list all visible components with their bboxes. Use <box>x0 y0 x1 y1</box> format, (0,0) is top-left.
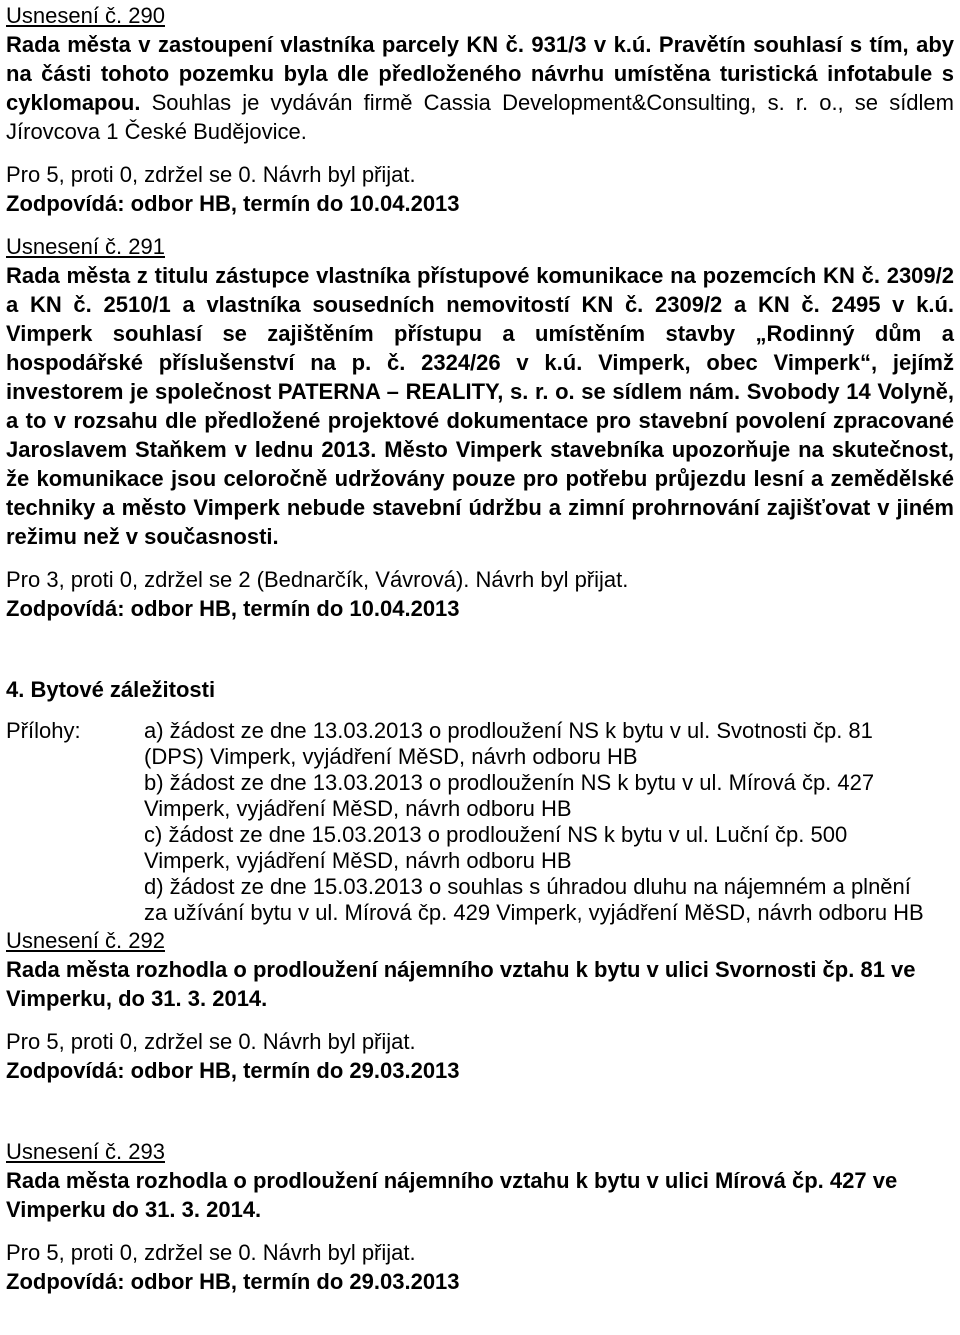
resolution-heading: Usnesení č. 291 <box>6 234 165 259</box>
chapter-4 <box>6 675 954 926</box>
document-page <box>6 0 954 1296</box>
annex-label: Přílohy: <box>6 718 81 743</box>
resolution-text-normal: Souhlas je vydáván firmě Cassia Development&Consulting, s. r. o., se sídlem Jírovcova 1 České Budějovice. <box>6 90 954 144</box>
annex-item-c: c) žádost ze dne 15.03.2013 o prodloužení NS k bytu v ul. Luční čp. 500 Vimperk, vyjádření MěSD, návrh odboru HB <box>144 822 848 873</box>
resolution-text <box>6 30 954 146</box>
annex-item-a: a) žádost ze dne 13.03.2013 o prodloužení NS k bytu v ul. Svotnosti čp. 81 (DPS) Vimperk, vyjádření MěSD, návrh odboru HB <box>144 718 873 769</box>
resolution-290 <box>6 1 954 218</box>
annex-block <box>6 718 954 926</box>
vote-result: Pro 5, proti 0, zdržel se 0. Návrh byl přijat. <box>6 1029 416 1054</box>
resolution-text: Rada města z titulu zástupce vlastníka přístupové komunikace na pozemcích KN č. 2309/2 a KN č. 2510/1 a vlastníka sousedních nemovitostí KN č. 2309/2 a KN č. 2495 v k.ú. Vimperk souhlasí se zajištěním přístupu a umístěním stavby „Rodinný dům a hospodářské příslušenství na p. č. 2324/26 v k.ú. Vimperk, obec Vimperk“, jejímž investorem je společnost PATERNA – REALITY, s. r. o. se sídlem nám. Svobody 14 Volyně, a to v rozsahu dle předložené projektové dokumentace pro stavební povolení zpracované Jaroslavem Staňkem v lednu 2013. Město Vimperk stavebníka upozorňuje na skutečnost, že komunikace jsou celoročně udržovány pouze pro potřebu průjezdu lesní a zemědělské techniky a město Vimperk nebude stavební údržbu a zimní prohrnování zajišťovat v jiném režimu než v současnosti. <box>6 263 954 549</box>
vote-result: Pro 3, proti 0, zdržel se 2 (Bednarčík, Vávrová). Návrh byl přijat. <box>6 567 629 592</box>
resolution-291 <box>6 232 954 623</box>
resolution-292 <box>6 926 954 1085</box>
annex-list <box>144 718 954 926</box>
resolution-text: Rada města rozhodla o prodloužení nájemního vztahu k bytu v ulici Mírová čp. 427 ve Vimperku do 31. 3. 2014. <box>6 1168 898 1222</box>
vote-result: Pro 5, proti 0, zdržel se 0. Návrh byl přijat. <box>6 162 416 187</box>
responsible-line: Zodpovídá: odbor HB, termín do 29.03.2013 <box>6 1058 460 1083</box>
resolution-text-bold: Rada města v zastoupení vlastníka parcely KN č. 931/3 v k.ú. Pravětín souhlasí s tím, aby na části tohoto pozemku byla dle předloženého návrhu umístěna turistická infotabule s cyklomapou. <box>6 32 954 115</box>
responsible-line: Zodpovídá: odbor HB, termín do 10.04.2013 <box>6 191 460 216</box>
vote-result: Pro 5, proti 0, zdržel se 0. Návrh byl přijat. <box>6 1240 416 1265</box>
resolution-heading: Usnesení č. 293 <box>6 1139 165 1164</box>
annex-item-b: b) žádost ze dne 13.03.2013 o prodlouženín NS k bytu v ul. Mírová čp. 427 Vimperk, vyjádření MěSD, návrh odboru HB <box>144 770 875 821</box>
responsible-line: Zodpovídá: odbor HB, termín do 10.04.2013 <box>6 596 460 621</box>
chapter-title: 4. Bytové záležitosti <box>6 677 216 702</box>
resolution-heading: Usnesení č. 292 <box>6 928 165 953</box>
resolution-text: Rada města rozhodla o prodloužení nájemního vztahu k bytu v ulici Svornosti čp. 81 ve Vimperku, do 31. 3. 2014. <box>6 957 916 1011</box>
annex-item-d: d) žádost ze dne 15.03.2013 o souhlas s úhradou dluhu na nájemném a plnění za užívání bytu v ul. Mírová čp. 429 Vimperk, vyjádření MěSD, návrh odboru HB <box>144 874 924 925</box>
resolution-heading: Usnesení č. 290 <box>6 3 165 28</box>
resolution-293 <box>6 1137 954 1296</box>
responsible-line: Zodpovídá: odbor HB, termín do 29.03.2013 <box>6 1269 460 1294</box>
